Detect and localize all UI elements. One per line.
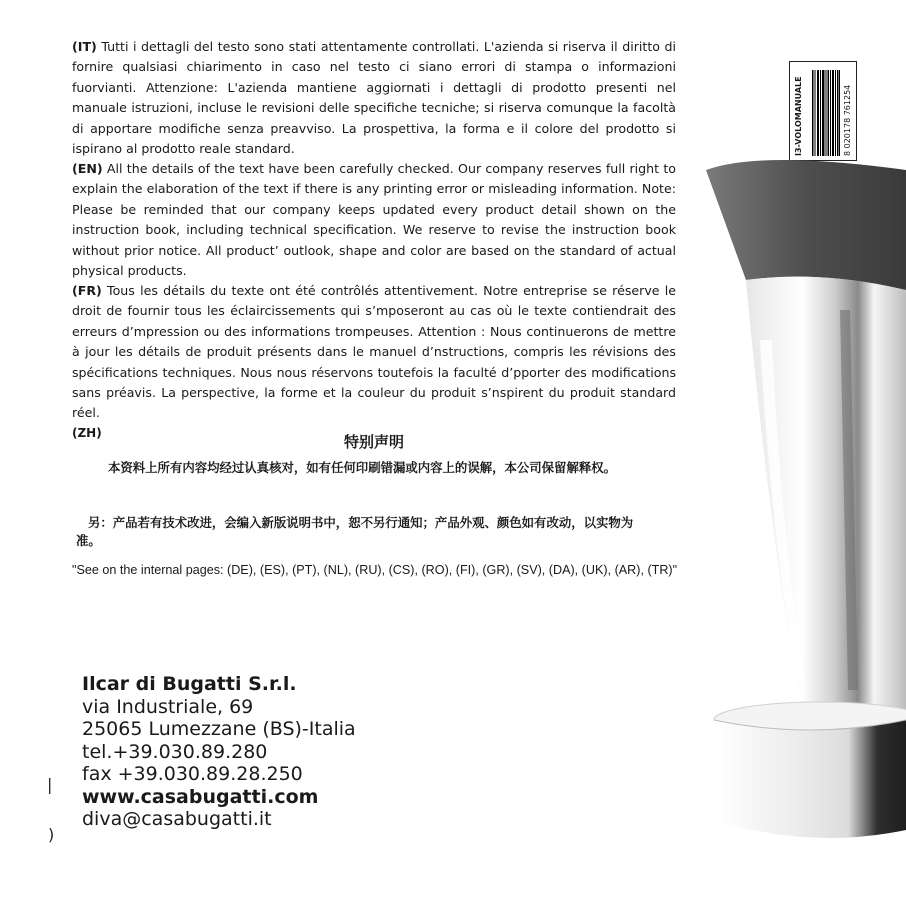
telephone: tel.+39.030.89.280: [82, 740, 268, 763]
fax: fax +39.030.89.28.250: [82, 763, 303, 785]
barcode-label: I3-VOLOMANUALE: [794, 76, 803, 156]
company-name: Ilcar di Bugatti S.r.l.: [82, 673, 297, 695]
french-disclaimer: [72, 281, 676, 424]
french-text: Tous les détails du texte ont été contrôlés attentivement. Notre entreprise se réserve le droit de fournir tous les éclaircissements qui s’mposeront au cas où le texte contiendrait des erreurs d’mpression ou des informations trompeuses. Attention : Nous continuerons de mettre à jour les détails de produit présents dans le manuel d’nstructions, compris les révisions des spécifications techniques. Nous nous réservons toutefois la faculté d’pporter des modifications sans préavis. La perspective, la forme et la couleur du produit s’nspirent du produit standard réel.: [72, 283, 676, 421]
barcode-number: 8 020178 761254: [843, 84, 852, 156]
english-disclaimer: [72, 159, 676, 281]
lang-tag-fr: (FR): [72, 283, 102, 298]
chinese-title: 特别声明: [344, 433, 405, 451]
margin-mark-2: ): [48, 825, 55, 844]
lang-tag-en: (EN): [72, 161, 103, 176]
website-link[interactable]: www.casabugatti.com: [82, 785, 319, 808]
company-contact-block: [82, 673, 356, 831]
lang-tag-it: (IT): [72, 39, 97, 54]
chinese-paragraph-1: 本资料上所有内容均经过认真核对，如有任何印刷错漏或内容上的误解，本公司保留解释权。: [108, 460, 617, 475]
see-internal-pages-note: "See on the internal pages: (DE), (ES), (PT), (NL), (RU), (CS), (RO), (FI), (GR), (SV), (DA), (UK), (AR), (TR)": [72, 563, 678, 577]
barcode-icon: [812, 70, 840, 156]
chinese-paragraph-2: 另：产品若有技术改进，会编入新版说明书中，恕不另行通知；产品外观、颜色如有改动，以实物为准。: [76, 515, 634, 548]
email-link[interactable]: diva@casabugatti.it: [82, 808, 272, 830]
stainless-steel-vase-photo: [700, 160, 906, 860]
english-text: All the details of the text have been carefully checked. Our company reserves full right to explain the elaboration of the text if there is any printing error or misleading information. Note: Please be reminded that our company keeps updated every product detail shown on the instruction book, including technical specification. We reserve to revise the instruction book without prior notice. All product’ outlook, shape and color are based on the standard of actual physical products.: [72, 161, 676, 279]
italian-text: Tutti i dettagli del testo sono stati attentamente controllati. L'azienda si riserva il diritto di fornire qualsiasi chiarimento in caso nel testo ci siano errori di stampa o informazioni fuorvianti. Attenzione: L'azienda mantiene aggiornati i dettagli di prodotto presenti nel manuale istruzioni, incluse le revisioni delle specifiche tecniche; si riserva comunque la facoltà di apportare modifiche senza preavviso. La prospettiva, la forma e il colore del prodotto si ispirano al prodotto reale standard.: [72, 39, 676, 157]
margin-mark-1: |: [47, 775, 53, 794]
italian-disclaimer: [72, 37, 676, 159]
lang-tag-zh: (ZH): [72, 426, 102, 440]
city-address: 25065 Lumezzane (BS)-Italia: [82, 718, 356, 740]
street-address: via Industriale, 69: [82, 695, 254, 718]
